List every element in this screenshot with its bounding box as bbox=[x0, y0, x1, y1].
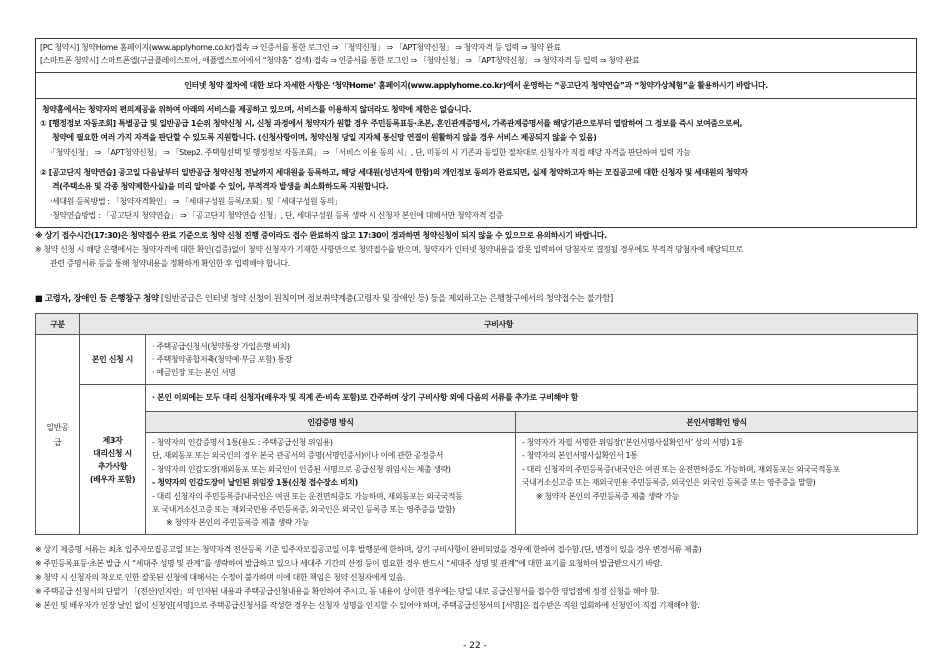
list-item: 단, 재외동포 또는 외국인의 경우 본국 관공서의 증명(서명인증서)이나 이에 관한 공정증서 bbox=[152, 451, 444, 461]
online-application-box bbox=[35, 38, 917, 228]
list-item: - 청약자가 자필 서명한 위임장(‘본인서명사실확인서’ 상의 서명) 1통 bbox=[522, 438, 744, 447]
auto-inquiry-item: ① [행정정보 자동조회] 특별공급 및 일반공급 1순위 청약신청 시, 신청 과정에서 청약자가 원할 경우 주민등록표등·초본, 혼인관계증명서, 가족관계증명서를 해당기관으로부터 열람하여 그 정보를 즉시 보여줌으로써, bbox=[40, 119, 743, 128]
proxy-intro-cell bbox=[146, 385, 918, 412]
list-item: - 청약자의 본인서명사실확인서 1통 bbox=[522, 451, 638, 461]
bottom-note: ※ 주택공급 신청서의 단말기 「(전산)인지란」의 인자된 내용과 주택공급신청내용을 확인하여 주시고, 동 내용이 상이한 경우에는 당일 내로 공급신청서를 접수한 영업점에 정정 신청을 해야 함. bbox=[35, 587, 660, 596]
practice-method: ·청약연습방법 : 「공고단지 청약연습」 ⇒ 「공고단지 청약연습 신청」, 단, 세대구성원 등록 생략 시 신청자 본인에 대해서만 청약자격 검증 bbox=[50, 211, 503, 220]
list-item: - 청약자의 인감도장이 날인된 위임장 1통(신청 접수장소 비치) bbox=[152, 478, 358, 488]
proxy-application-label bbox=[80, 385, 146, 535]
bottom-note: ※ 청약 시 신청자의 착오로 인한 잘못된 신청에 대해서는 수정이 불가하며 이에 대한 책임은 청약 신청자에게 있음. bbox=[35, 573, 406, 582]
list-item: - 청약자의 인감증명서 1통(용도 : 주택공급신청 위임용) bbox=[152, 438, 333, 447]
list-item: - 대리 신청자의 주민등록증(내국인은 여권 또는 운전면허증도 가능하며, 재외동포는 외국국적동 bbox=[152, 491, 463, 501]
proxy-intro: · 본인 이외에는 모두 대리 신청자(배우자 및 직계 존·비속 포함)로 간주하며 상기 구비사항 외에 다음의 서류를 추가로 구비해야 함 bbox=[152, 392, 578, 402]
auto-inquiry-item-cont: 청약에 필요한 여러 가지 자격을 판단할 수 있도록 지원합니다. (신청사항이며, 청약신청 당일 지자체 통신망 연결이 원활하지 않을 경우 서비스 제공되지 않을 수 있음) bbox=[52, 133, 597, 142]
seal-method-items bbox=[146, 433, 516, 535]
auto-inquiry-path: ·「청약신청」 ⇒ 「APT청약신청」 ⇒ 「Step2. 주택형선택 및 행정정보 자동조회」 ⇒ 「서비스 이용 동의 시」, 단, 미동의 시 기존과 동일한 절차대로 신청자가 직접 해당 자격을 판단하여 입력 가능 bbox=[50, 148, 691, 157]
signature-method-items bbox=[516, 433, 918, 535]
column-header-category: 구분 bbox=[36, 314, 80, 335]
smartphone-application-line: [스마트폰 청약시] 스마트폰앱(구글플레이스토어, 애플앱스토어에서 “청약홈” 검색) 접속 ⇒ 인증서를 통한 로그인 ⇒ 「청약신청」 ⇒ 「APT청약신청」 ⇒ 청약자격 등 입력 ⇒ 청약 완료 bbox=[40, 56, 640, 65]
divider bbox=[36, 98, 916, 99]
documents-table bbox=[35, 313, 918, 535]
time-note: ※ 상기 접수시간(17:30)은 청약접수 완료 기준으로 청약 신청 진행 중이라도 접수 완료하지 않고 17:30이 경과하면 청약신청이 되지 않을 수 있으므로 유의하시기 바랍니다. bbox=[35, 231, 607, 240]
service-intro: 청약홈에서는 청약자의 편의제공을 위하여 아래의 서비스를 제공하고 있으며, 서비스를 이용하지 않더라도 청약에 제한은 없습니다. bbox=[42, 105, 472, 114]
bottom-note: ※ 본인 및 배우자가 인장 날인 없이 신청인[서명]으로 주택공급신청서를 작성한 경우는 신청자 성명을 인지할 수 있어야 하며, 주택공급신청서의 [서명]은 접수받은 직원 입회하에 신청인이 직접 기재해야 함. bbox=[35, 601, 700, 610]
list-item: · 예금인장 또는 본인 서명 bbox=[152, 368, 236, 377]
proxy-label-line: (배우자 포함) bbox=[89, 474, 136, 484]
list-item: ※ 청약자 본인의 주민등록증 제출 생략 가능 bbox=[536, 491, 679, 501]
section-marker: ■ bbox=[35, 293, 43, 303]
pc-application-line: [PC 청약시] 청약Home 홈페이지(www.applyhome.co.kr)접속 ⇒ 인증서를 통한 로그인 ⇒ 「청약신청」 ⇒ 「APT청약신청」 ⇒ 청약자격 등 입력 ⇒ 청약 완료 bbox=[40, 43, 561, 52]
verification-note: ※ 청약 신청 시 해당 은행에서는 청약자격에 대한 확인(검증)없이 청약 신청자가 기재한 사항만으로 청약접수를 받으며, 청약자가 인터넷 청약내용을 잘못 입력하여 당첨자로 결정될 경우에도 부적격 당첨자에 해당되므로 bbox=[35, 245, 743, 254]
section-desc: [일반공급은 인터넷 청약 신청이 원칙이며 정보취약계층(고령자 및 장애인 등) 등을 제외하고는 은행창구에서의 청약접수는 불가함] bbox=[160, 293, 613, 303]
section-heading bbox=[35, 293, 613, 303]
self-application-items bbox=[146, 335, 918, 385]
category-label: 일반공급 bbox=[46, 422, 69, 447]
self-application-label: 본인 신청 시 bbox=[80, 335, 146, 385]
list-item: 포 국내거소신고증 또는 재외국민용 주민등록증, 외국인은 외국인 등록증 또는 영주증을 말함) bbox=[152, 505, 455, 515]
category-cell bbox=[36, 335, 80, 535]
verification-note-cont: 관련 증명서류 등을 통해 청약내용을 정확하게 확인한 후 입력해야 합니다. bbox=[50, 259, 290, 268]
member-register-method: ·세대원 등록방법 : 「청약자격확인」 ⇒ 「세대구성원 등록/조회」및「세대구성원 동의」 bbox=[50, 197, 342, 206]
list-item: - 대리 신청자의 주민등록증(내국인은 여권 또는 운전면허증도 가능하며, 재외동포는 외국국적동포 bbox=[522, 464, 840, 474]
list-item: ※ 청약자 본인의 주민등록증 제출 생략 가능 bbox=[166, 518, 309, 528]
proxy-label-line: 제3자 bbox=[102, 435, 123, 445]
list-item: · 주택공급신청서(청약통장 가입은행 비치) bbox=[152, 342, 290, 351]
proxy-label-line: 대리신청 시 bbox=[93, 448, 132, 458]
practice-item: ② [공고단지 청약연습] 공고일 다음날부터 일반공급 청약신청 전날까지 세대원을 등록하고, 해당 세대원(성년자에 한함)의 개인정보 동의가 완료되면, 실제 청약하고자 하는 모집공고에 대한 신청자 및 세대원의 청약자 bbox=[40, 168, 748, 177]
info-line: 인터넷 청약 절차에 대한 보다 자세한 사항은 ‘청약Home’ 홈페이지(www.applyhome.co.kr)에서 운영하는 “공고단지 청약연습”과 “청약가상체험”을 활용하시기 바랍니다. bbox=[184, 81, 768, 90]
bottom-note: ※ 주민등록표등·초본 발급 시 “세대주 성명 및 관계”를 생략하여 발급하고 있으나 세대주 기간의 산정 등이 필요한 경우 반드시 “세대주 성명 및 관계”에 대한 표기를 요청하여 발급받으시기 바람. bbox=[35, 559, 663, 568]
divider bbox=[36, 72, 916, 73]
bottom-note: ※ 상기 제증명 서류는 최초 입주자모집공고일 또는 청약자격 전산등록 기준 입주자모집공고일 이후 발행분에 한하며, 상기 구비사항이 완비되었을 경우에 한하여 접수함.(단, 변경이 있을 경우 변경서류 제출) bbox=[35, 545, 702, 554]
column-header-requirements: 구비사항 bbox=[80, 314, 918, 335]
proxy-label-line: 추가사항 bbox=[97, 461, 128, 471]
page-number: - 22 - bbox=[463, 641, 487, 651]
list-item: - 청약자의 인감도장(재외동포 또는 외국인이 인증된 서명으로 공급신청 위임시는 제출 생략) bbox=[152, 464, 451, 474]
section-title: 고령자, 장애인 등 은행창구 청약 bbox=[44, 293, 159, 303]
list-item: 국내거소신고증 또는 재외국민용 주민등록증, 외국인은 외국인 등록증 또는 영주증을 말함) bbox=[522, 478, 816, 488]
seal-method-header: 인감증명 방식 bbox=[146, 412, 516, 433]
signature-method-header: 본인서명확인 방식 bbox=[516, 412, 918, 433]
practice-item-cont: 격(주택소유 및 각종 청약제한사실)을 미리 알아볼 수 있어, 부적격자 발생을 최소화하도록 지원합니다. bbox=[52, 182, 389, 191]
list-item: · 주택청약종합저축(청약예·부금 포함) 통장 bbox=[152, 355, 292, 364]
